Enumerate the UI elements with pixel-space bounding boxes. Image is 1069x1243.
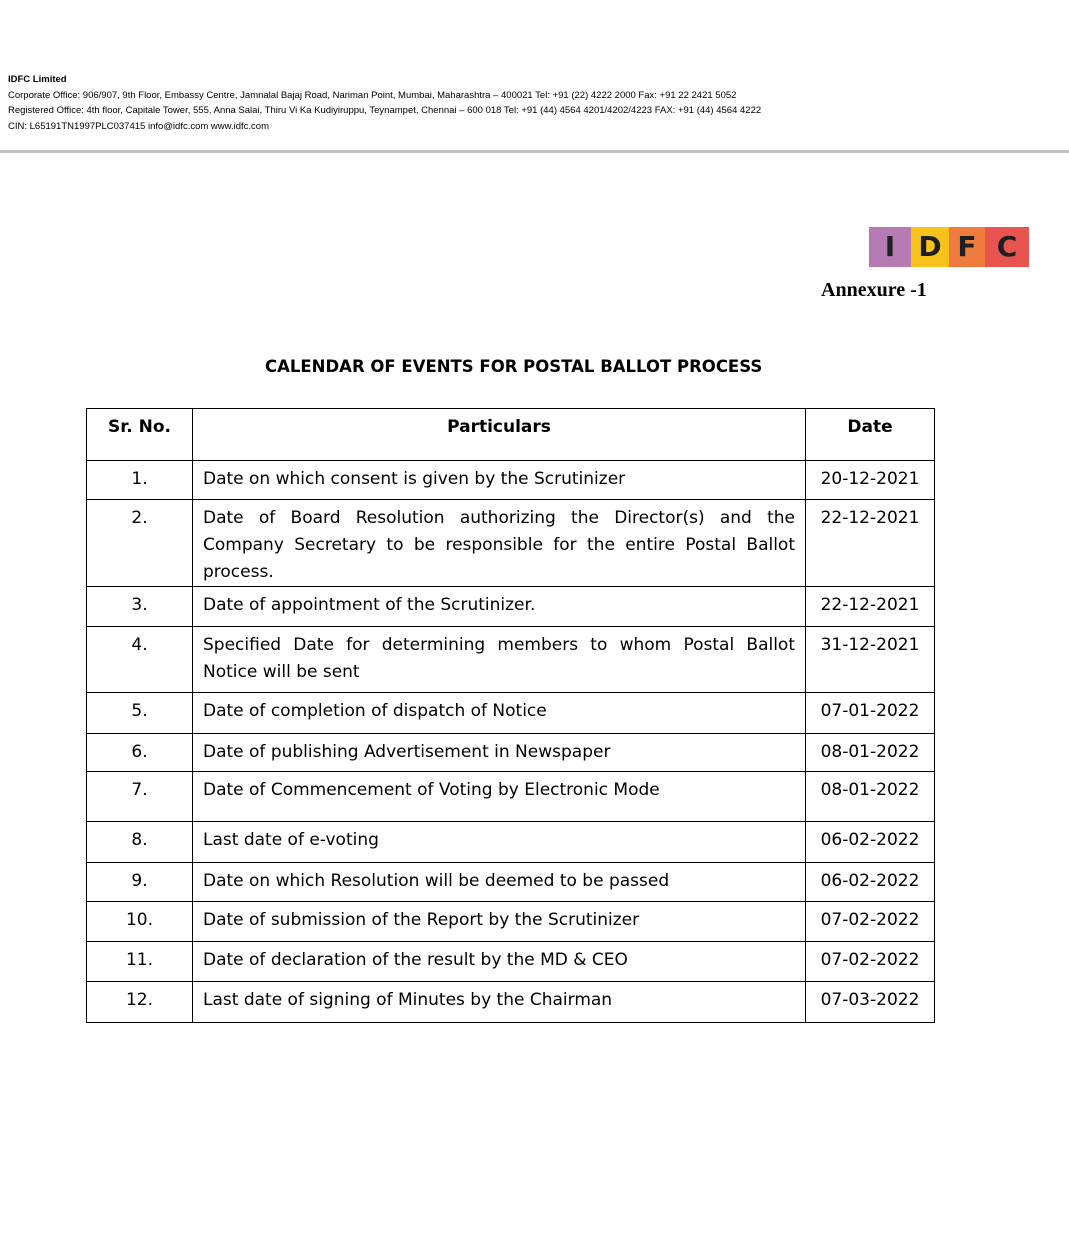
row-particulars: Specified Date for determining members to whom Postal Ballot Notice will be sent	[193, 627, 806, 693]
logo-letter-f: F	[949, 227, 985, 267]
header-particulars: Particulars	[193, 409, 806, 461]
row-particulars: Last date of signing of Minutes by the Chairman	[193, 982, 806, 1023]
letterhead	[8, 72, 761, 134]
table-row	[87, 822, 935, 863]
row-date: 08-01-2022	[806, 772, 935, 822]
table-row	[87, 500, 935, 587]
row-particulars: Date of submission of the Report by the Scrutinizer	[193, 902, 806, 942]
row-particulars: Date of publishing Advertisement in Newspaper	[193, 734, 806, 772]
company-name: IDFC Limited	[8, 74, 67, 85]
row-particulars: Date of Board Resolution authorizing the Director(s) and the Company Secretary to be responsible for the entire Postal Ballot process.	[193, 500, 806, 587]
row-date: 06-02-2022	[806, 863, 935, 902]
row-particulars: Date on which consent is given by the Scrutinizer	[193, 461, 806, 500]
table-row	[87, 587, 935, 627]
row-particulars: Date of completion of dispatch of Notice	[193, 693, 806, 734]
corporate-office-address: Corporate Office: 906/907, 9th Floor, Embassy Centre, Jamnalal Bajaj Road, Nariman Point, Mumbai, Maharashtra – 400021 Tel: +91 (22) 4222 2000 Fax: +91 22 2421 5052	[8, 89, 737, 101]
row-date: 20-12-2021	[806, 461, 935, 500]
row-sr-no: 9.	[87, 863, 193, 902]
row-sr-no: 6.	[87, 734, 193, 772]
row-particulars: Date of appointment of the Scrutinizer.	[193, 587, 806, 627]
row-sr-no: 3.	[87, 587, 193, 627]
registered-office-address: Registered Office: 4th floor, Capitale Tower, 555, Anna Salai, Thiru Vi Ka Kudiyiruppu, Teynampet, Chennai – 600 018 Tel: +91 (44) 4564 4201/4202/4223 FAX: +91 (44) 4564 4222	[8, 105, 762, 116]
annexure-label: Annexure -1	[821, 279, 927, 301]
table-row	[87, 982, 935, 1023]
header-divider	[0, 150, 1069, 153]
row-particulars: Date of declaration of the result by the MD & CEO	[193, 942, 806, 982]
table-row	[87, 902, 935, 942]
table-row	[87, 461, 935, 500]
row-sr-no: 11.	[87, 942, 193, 982]
table-row	[87, 734, 935, 772]
logo-letter-d: D	[911, 227, 949, 267]
row-date: 07-03-2022	[806, 982, 935, 1023]
logo-letter-c: C	[985, 227, 1029, 267]
row-sr-no: 10.	[87, 902, 193, 942]
header-date: Date	[806, 409, 935, 461]
row-date: 06-02-2022	[806, 822, 935, 863]
row-date: 22-12-2021	[806, 587, 935, 627]
row-sr-no: 8.	[87, 822, 193, 863]
row-sr-no: 1.	[87, 461, 193, 500]
row-date: 07-02-2022	[806, 902, 935, 942]
row-sr-no: 4.	[87, 627, 193, 693]
table-row	[87, 863, 935, 902]
row-date: 07-02-2022	[806, 942, 935, 982]
row-particulars: Date on which Resolution will be deemed to be passed	[193, 863, 806, 902]
row-sr-no: 7.	[87, 772, 193, 822]
table-row	[87, 693, 935, 734]
idfc-logo	[869, 227, 1029, 267]
row-particulars: Date of Commencement of Voting by Electronic Mode	[193, 772, 806, 822]
row-date: 22-12-2021	[806, 500, 935, 587]
document-title: CALENDAR OF EVENTS FOR POSTAL BALLOT PROCESS	[265, 357, 763, 376]
row-sr-no: 2.	[87, 500, 193, 587]
row-sr-no: 5.	[87, 693, 193, 734]
row-sr-no: 12.	[87, 982, 193, 1023]
events-calendar-table	[86, 408, 935, 1023]
table-header-row	[87, 409, 935, 461]
logo-letter-i: I	[869, 227, 911, 267]
cin-contact-line: CIN: L65191TN1997PLC037415 info@idfc.com www.idfc.com	[8, 120, 269, 132]
table-row	[87, 772, 935, 822]
table-row	[87, 627, 935, 693]
row-date: 31-12-2021	[806, 627, 935, 693]
table-row	[87, 942, 935, 982]
row-date: 07-01-2022	[806, 693, 935, 734]
header-sr-no: Sr. No.	[87, 409, 193, 461]
row-particulars: Last date of e-voting	[193, 822, 806, 863]
row-date: 08-01-2022	[806, 734, 935, 772]
